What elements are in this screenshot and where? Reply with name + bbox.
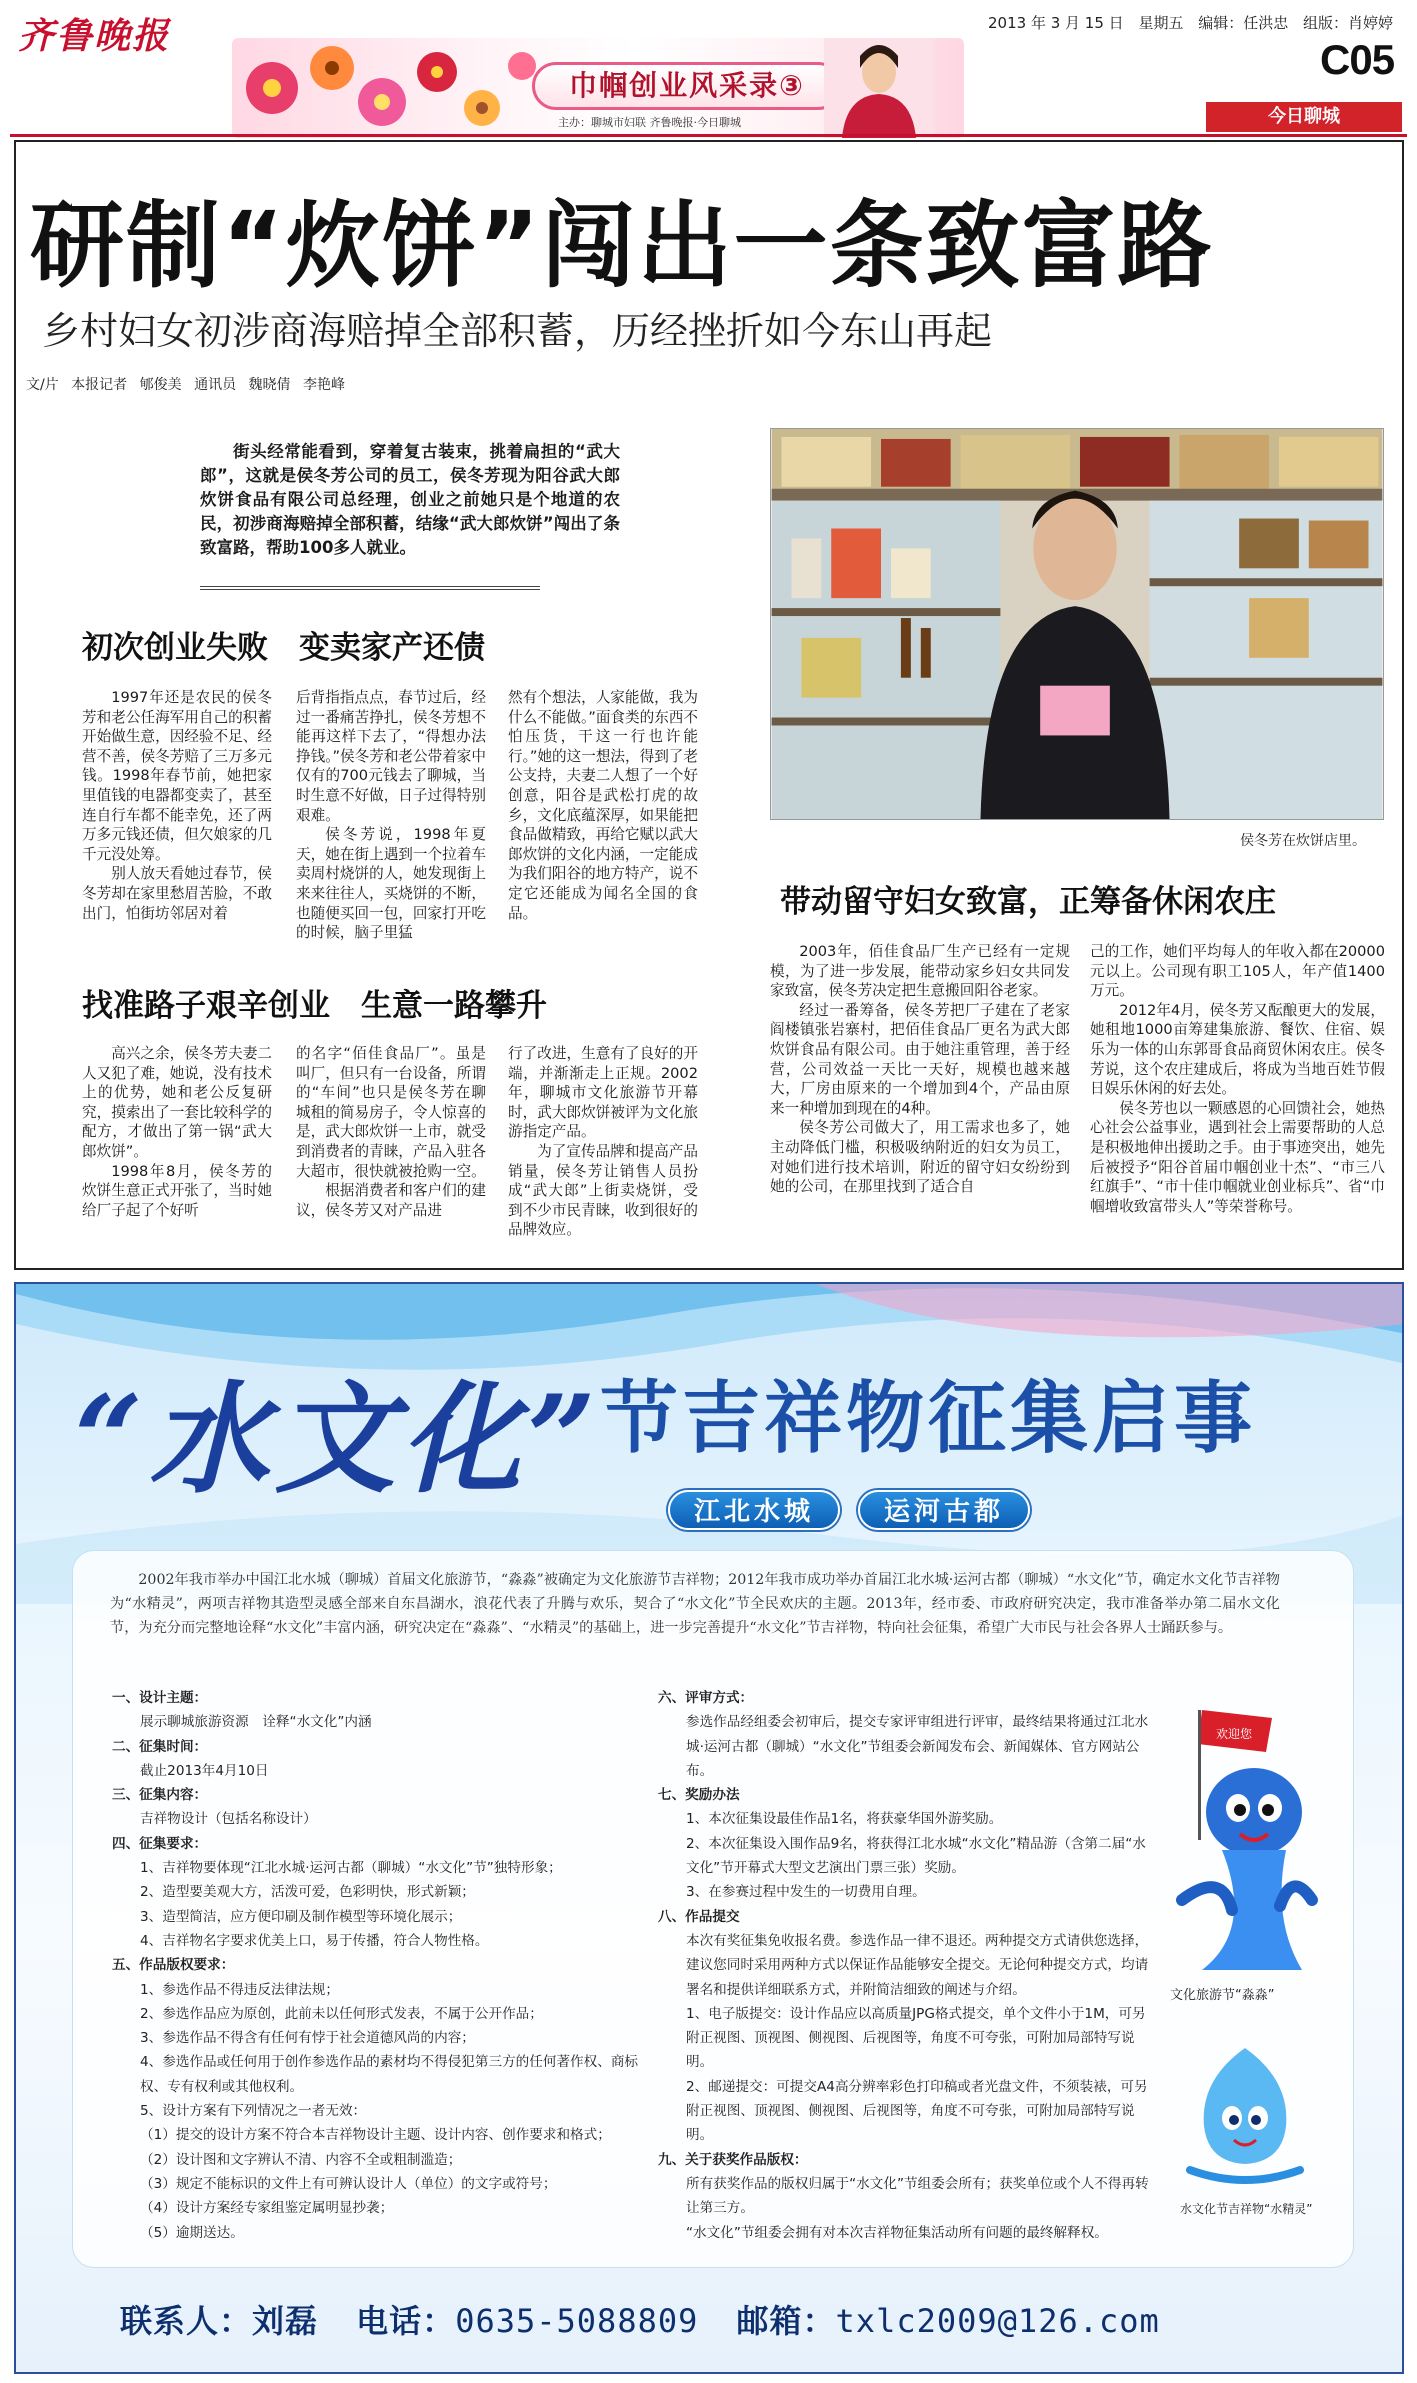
- byline-item: 本报记者: [71, 377, 128, 393]
- ad-intro: 2002年我市举办中国江北水城（聊城）首届文化旅游节，“淼淼”被确定为文化旅游节吉祥物；2012年我市成功举办首届江北水城·运河古都（聊城）“水文化”节，确定水文化节吉祥物为“水精灵”，两项吉祥物其造型灵感全部来自东昌湖水，浪花代表了升腾与欢乐，契合了“水文化”节全民欢庆的主题。2013年，经市委、市政府研究决定，我市准备举办第二届水文化节，为充分而完整地诠释“水文化”丰富内涵，研究决定在“淼淼”、“水精灵”的基础上，进一步完善提升“水文化”节吉祥物，特向社会征集，希望广大市民与社会各界人士踊跃参与。: [110, 1572, 1280, 1636]
- article-column: [508, 688, 698, 958]
- contact-person-name: 刘磊: [252, 2302, 319, 2340]
- byline: [26, 374, 353, 394]
- article-column: [508, 1044, 698, 1264]
- subhead-leading-women: 带动留守妇女致富，正筹备休闲农庄: [780, 884, 1276, 920]
- ad-rules-right: [658, 1686, 1158, 2245]
- article-column: [296, 688, 486, 958]
- rule-item: 1、参选作品不得违反法律法规；: [140, 1981, 339, 1998]
- rule-item: 4、吉祥物名字要求优美上口，易于传播，符合人物性格。: [140, 1932, 489, 1949]
- ad-rules-left: [112, 1686, 642, 2245]
- article-column: [1090, 942, 1385, 1264]
- page-number: C05: [1320, 36, 1395, 83]
- rule-item: 所有获奖作品的版权归属于“水文化”节组委会所有；获奖单位或个人不得再转让第三方。: [686, 2175, 1149, 2217]
- rule-item: （5）逾期送达。: [140, 2224, 244, 2241]
- rule-item: 3、在参赛过程中发生的一切费用自理。: [686, 1884, 926, 1901]
- contact-phone-label: 电话：: [356, 2302, 456, 2340]
- mascot-flag-text: 欢迎您: [1215, 1727, 1253, 1741]
- contact-line: [120, 2296, 1186, 2342]
- byline-item: 魏晓倩: [248, 377, 291, 393]
- rule-item: （4）设计方案经专家组鉴定属明显抄袭；: [140, 2200, 394, 2217]
- paragraph: 侯冬芳说，1998年夏天，她在街上遇到一个拉着车卖周村烧饼的人，她发现街上来来往往人，买烧饼的不断，也随便买回一包，回家打开吃的时候，脑子里猛: [296, 826, 486, 942]
- headline: 研制“炊饼”闯出一条致富路: [30, 192, 1214, 301]
- article-column: [770, 942, 1070, 1264]
- rule-heading: 九、关于获奖作品版权：: [658, 2151, 808, 2168]
- paragraph: 1997年还是农民的侯冬芳和老公任海军用自己的积蓄开始做生意，因经验不足、经营不善，侯冬芳赔了三万多元钱。1998年春节前，她把家里值钱的电器都变卖了，甚至连自行车都不能幸免，还了两万多元钱还债，但欠娘家的几千元没处筹。: [82, 689, 272, 863]
- mascot-caption: 文化旅游节“淼淼”: [1170, 1988, 1275, 2003]
- section-tag: 今日聊城: [1206, 102, 1402, 132]
- paragraph: 然有个想法，人家能做，我为什么不能做。”面食类的东西不怕压货，干这一行也许能行。”她的这一想法，得到了老公支持，夫妻二人想了一个好创意，阳谷是武松打虎的故乡，文化底蕴深厚，如果能把食品做精致，再给它赋以武大郎炊饼的文化内涵，一定能成为我们阳谷的地方特产，说不定它还能成为闻名全国的食品。: [508, 689, 698, 922]
- rule-item: 1、吉祥物要体现“江北水城·运河古都（聊城）“水文化”节”独特形象；: [140, 1860, 562, 1877]
- contact-person: [120, 2302, 318, 2340]
- rule-item: “水文化”节组委会拥有对本次吉祥物征集活动所有问题的最终解释权。: [686, 2224, 1108, 2241]
- ad-title-quote: “水文化”: [74, 1369, 603, 1510]
- newspaper-masthead: 齐鲁晚报: [18, 15, 171, 57]
- rule-heading: 七、奖励办法: [658, 1787, 740, 1804]
- article-column: [82, 1044, 272, 1264]
- article-column: [296, 1044, 486, 1264]
- flowers-decoration: [232, 38, 552, 138]
- ad-title: 节吉祥物征集启事: [600, 1374, 1257, 1464]
- rule-heading: 六、评审方式：: [658, 1690, 754, 1706]
- paragraph: 高兴之余，侯冬芳夫妻二人又犯了难，她说，没有技术上的优势，她和老公反复研究，摸索出了一套比较科学的配方，才做出了第一锅“武大郎炊饼”。: [82, 1045, 272, 1160]
- rule-item: 4、参选作品或任何用于创作参选作品的素材均不得侵犯第三方的任何著作权、商标权、专有权利或其他权利。: [140, 2054, 639, 2095]
- rule-item: （1）提交的设计方案不符合本吉祥物设计主题、设计内容、创作要求和格式；: [140, 2127, 611, 2144]
- rule-item: 本次有奖征集免收报名费。参选作品一律不退还。两种提交方式请供您选择，建议您同时采用两种方式以保证作品能够安全提交。无论何种提交方式，均请署名和提供详细联系方式，并附简洁细致的阐述与介绍。: [686, 1932, 1149, 1998]
- header-rule: [10, 134, 1407, 137]
- rule-heading: 四、征集要求：: [112, 1835, 208, 1852]
- paragraph: 1998年8月，侯冬芳的炊饼生意正式开张了，当时她给厂子起了个好听: [82, 1162, 272, 1219]
- slogan-badge: 江北水城: [668, 1490, 840, 1530]
- rule-item: 5、设计方案有下列情况之一者无效：: [140, 2103, 367, 2120]
- rule-item: 展示聊城旅游资源 诠释“水文化”内涵: [140, 1714, 372, 1731]
- paragraph: 为了宣传品牌和提高产品销量，侯冬芳让销售人员扮成“武大郎”上街卖烧饼，受到不少市民青睐，收到很好的品牌效应。: [508, 1142, 698, 1239]
- paragraph: 别人放天看她过春节，侯冬芳却在家里愁眉苦脸，不敢出门，怕街坊邻居对着: [82, 865, 272, 922]
- rule-heading: 一、设计主题：: [112, 1690, 208, 1706]
- paragraph: 经过一番筹备，侯冬芳把厂子建在了老家阎楼镇张岩寨村，把佰佳食品厂更名为武大郎炊饼食品有限公司。由于她注重管理，善于经营，公司效益一天比一天好，规模也越来越大，厂房由原来的一个增加到4个，产品由原来一种增加到现在的4种。: [770, 1001, 1070, 1117]
- rule-item: （3）规定不能标识的文件上有可辨认设计人（单位）的文字或符号；: [140, 2175, 557, 2192]
- rule-item: 吉祥物设计（包括名称设计）: [140, 1811, 317, 1828]
- issue-date: 2013 年 3 月 15 日: [988, 14, 1124, 32]
- contact-email: [737, 2302, 1160, 2340]
- paragraph: 侯冬芳公司做大了，用工需求也多了，她主动降低门槛，积极吸纳附近的妇女为员工，对她们进行技术培训，附近的留守妇女纷纷到她的公司，在那里找到了适合自: [770, 1119, 1070, 1196]
- byline-item: 文/片: [26, 377, 59, 393]
- column-host: 主办：聊城市妇联 齐鲁晚报·今日聊城: [558, 116, 741, 129]
- editor-credit: 编辑：任洪忠: [1198, 14, 1289, 32]
- lead-rule: [200, 586, 540, 590]
- byline-item: 通讯员: [194, 377, 237, 393]
- rule-heading: 五、作品版权要求：: [112, 1957, 235, 1974]
- mascot-caption: 水文化节吉祥物“水精灵”: [1180, 2202, 1313, 2216]
- contact-email-label: 邮箱：: [736, 2302, 836, 2340]
- byline-item: 李艳峰: [302, 377, 345, 393]
- woman-portrait: [824, 38, 934, 138]
- water-spirit-mascot-illustration: [1160, 2040, 1330, 2190]
- byline-item: 郇俊美: [139, 377, 182, 393]
- contact-phone-number[interactable]: 0635-5088809: [455, 2302, 699, 2340]
- rule-item: （2）设计图和文字辨认不清、内容不全或粗制滥造；: [140, 2151, 462, 2168]
- column-banner: [232, 38, 964, 138]
- rule-heading: 二、征集时间：: [112, 1738, 208, 1755]
- contact-person-label: 联系人：: [120, 2302, 253, 2340]
- dateline: [988, 12, 1408, 36]
- contact-phone: [356, 2302, 698, 2340]
- rule-item: 截止2013年4月10日: [140, 1762, 269, 1779]
- layout-credit: 组版：肖婷婷: [1303, 14, 1394, 32]
- paragraph: 侯冬芳也以一颗感恩的心回馈社会，她热心社会公益事业，遇到社会上需要帮助的人总是积极地伸出援助之手。由于事迹突出，她先后被授予“阳谷首届巾帼创业十杰”、“市三八红旗手”、“市十佳巾帼就业创业标兵”、省“巾帼增收致富带头人”等荣誉称号。: [1090, 1099, 1385, 1215]
- paragraph: 己的工作，她们平均每人的年收入都在20000元以上。公司现有职工105人，年产值1400万元。: [1090, 943, 1385, 1000]
- subheadline: 乡村妇女初涉商海赔掉全部积蓄，历经挫折如今东山再起: [42, 309, 993, 353]
- paragraph: 的名字“佰佳食品厂”。虽是叫厂，但只有一台设备，所谓的“车间”也只是侯冬芳在聊城租的简易房子，令人惊喜的是，武大郎炊饼一上市，就受到消费者的青睐，产品入驻各大超市，很快就被抢购一空。: [296, 1045, 486, 1180]
- rule-item: 1、本次征集设最佳作品1名，将获豪华国外游奖励。: [686, 1811, 1003, 1828]
- rule-item: 1、电子版提交：设计作品应以高质量JPG格式提交，单个文件小于1M，可另附正视图、顶视图、侧视图、后视图等，角度不可夸张，可附加局部特写说明。: [686, 2005, 1146, 2071]
- rule-item: 3、造型简洁，应方便印刷及制作模型等环境化展示；: [140, 1908, 462, 1925]
- subhead-finding-path: 找准路子艰辛创业 生意一路攀升: [82, 988, 547, 1024]
- lead-paragraph: 街头经常能看到，穿着复古装束，挑着扁担的“武大郎”，这就是侯冬芳公司的员工，侯冬芳现为阳谷武大郎炊饼食品有限公司总经理，创业之前她只是个地道的农民，初涉商海赔掉全部积蓄，结缘“武大郎炊饼”闯出了条致富路，帮助100多人就业。: [200, 442, 620, 557]
- rule-heading: 八、作品提交: [658, 1908, 740, 1925]
- paragraph: 行了改进，生意有了良好的开端，并渐渐走上正规。2002年，聊城市文化旅游节开幕时，武大郎炊饼被评为文化旅游指定产品。: [508, 1045, 698, 1141]
- rule-item: 2、邮递提交：可提交A4高分辨率彩色打印稿或者光盘文件，不须装裱，可另附正视图、顶视图、侧视图、后视图等，角度不可夸张，可附加局部特写说明。: [686, 2078, 1148, 2144]
- slogan-badge: 运河古都: [858, 1490, 1030, 1530]
- paragraph: 后背指指点点，春节过后，经过一番痛苦挣扎，侯冬芳想不能再这样下去了，“得想办法挣钱。”侯冬芳和老公带着家中仅有的700元钱去了聊城，当时生意不好做，日子过得特别艰难。: [296, 689, 486, 824]
- contact-email-address[interactable]: txlc2009@126.com: [835, 2302, 1160, 2340]
- rule-item: 2、参选作品应为原创，此前未以任何形式发表，不属于公开作品；: [140, 2005, 543, 2022]
- subhead-first-failure: 初次创业失败 变卖家产还债: [82, 630, 485, 666]
- paragraph: 2003年，佰佳食品厂生产已经有一定规模，为了进一步发展，能带动家乡妇女共同发家致富，侯冬芳决定把生意搬回阳谷老家。: [770, 943, 1070, 1000]
- rule-item: 3、参选作品不得含有任何有悖于社会道德风尚的内容；: [140, 2030, 475, 2047]
- rule-heading: 三、征集内容：: [112, 1787, 208, 1804]
- miaomiao-mascot-illustration: [1162, 1700, 1332, 1980]
- photo-caption: 侯冬芳在炊饼店里。: [1240, 833, 1366, 849]
- shop-photo: [770, 428, 1384, 820]
- article-column: [82, 688, 272, 958]
- paragraph: 根据消费者和客户们的建议，侯冬芳又对产品进: [296, 1182, 486, 1219]
- rule-item: 2、造型要美观大方，活泼可爱，色彩明快，形式新颖；: [140, 1884, 475, 1901]
- weekday: 星期五: [1138, 14, 1184, 32]
- paragraph: 2012年4月，侯冬芳又酝酿更大的发展，她租地1000亩筹建集旅游、餐饮、住宿、娱乐为一体的山东郭哥食品商贸休闲农庄。侯冬芳说，这个农庄建成后，将成为当地百姓节假日娱乐休闲的好去处。: [1090, 1001, 1385, 1098]
- rule-item: 参选作品经组委会初审后，提交专家评审组进行评审，最终结果将通过江北水城·运河古都（聊城）“水文化”节组委会新闻发布会、新闻媒体、官方网站公布。: [686, 1714, 1149, 1779]
- column-title: 巾帼创业风采录③: [532, 62, 842, 110]
- rule-item: 2、本次征集设入围作品9名，将获得江北水城“水文化”精品游（含第二届“水文化”节开幕式大型文艺演出门票三张）奖励。: [686, 1835, 1146, 1877]
